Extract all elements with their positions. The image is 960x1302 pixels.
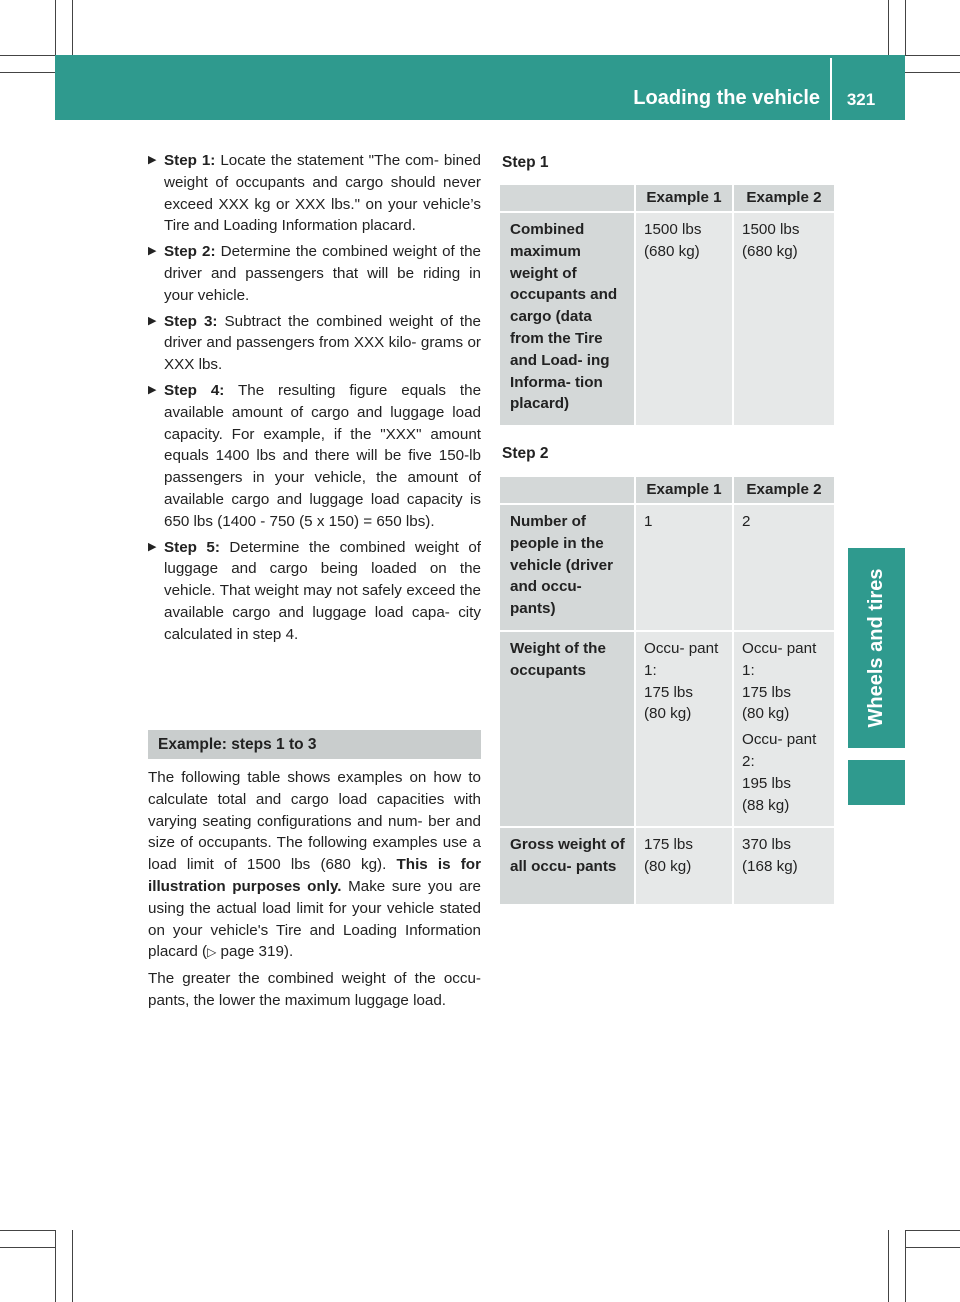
table-row xyxy=(500,632,834,828)
cell-line: 370 lbs xyxy=(742,836,791,854)
table-cell xyxy=(636,505,734,632)
column-header xyxy=(500,185,636,213)
cell-line: 1500 lbs xyxy=(742,221,800,238)
cell-line: Occu- pant 2: xyxy=(742,731,817,770)
page-reference-icon: ▷ xyxy=(207,945,217,960)
table-cell xyxy=(636,213,734,427)
step-item xyxy=(148,150,481,237)
crop-mark xyxy=(0,55,55,56)
page-reference-link[interactable]: page 319). xyxy=(216,943,294,961)
column-header: Example 1 xyxy=(636,185,734,213)
cell-line: 2 xyxy=(742,513,751,530)
chapter-tab-marker xyxy=(848,760,905,805)
table-cell xyxy=(636,828,734,906)
paragraph: The greater the combined weight of the occu- pants, the lower the maximum luggage load. xyxy=(148,970,481,1009)
step2-table xyxy=(500,477,834,906)
cell-line: 175 lbs xyxy=(742,683,791,701)
table-cell xyxy=(734,505,834,632)
crop-mark xyxy=(905,1230,906,1302)
cell-line: 1 xyxy=(644,513,653,530)
cell-line: 1500 lbs xyxy=(644,221,702,238)
text-run: The following table shows examples on how to calculate total and cargo load capacities with varying seating configurations and num- ber and size of occupants. The following examples use a load limit of 1500 lbs (680 kg). xyxy=(148,769,481,874)
column-header: Example 2 xyxy=(734,185,834,213)
column-header xyxy=(500,477,636,505)
cell-line: Occu- pant 1: xyxy=(644,639,719,679)
row-label: Number of people in the vehicle (driver and occu- pants) xyxy=(500,505,636,632)
crop-mark xyxy=(905,72,960,73)
text-run: Make sure you are using the actual load limit for your vehicle stated on your vehicle's Tire and Loading Information placard ( xyxy=(148,877,481,961)
crop-mark xyxy=(55,0,56,55)
step-text: Determine the combined weight of the driver and passengers that will be riding in your vehicle. xyxy=(164,243,481,304)
step-label: Step 2: xyxy=(164,243,216,261)
cell-line: (680 kg) xyxy=(644,242,700,260)
header-divider xyxy=(830,58,832,120)
section-heading: Example: steps 1 to 3 xyxy=(148,730,481,759)
step1-table xyxy=(500,185,834,427)
crop-mark xyxy=(72,0,73,55)
row-label: Weight of the occupants xyxy=(500,632,636,828)
table-title: Step 2 xyxy=(502,445,549,462)
step-text: Determine the combined weight of luggage and cargo being loaded on the vehicle. That weight may not safely exceed the available cargo and luggage load capa- city calculated in step 4. xyxy=(164,538,481,643)
step-label: Step 5: xyxy=(164,538,220,556)
arrow-bullet-icon: ▶ xyxy=(148,314,157,327)
arrow-bullet-icon: ▶ xyxy=(148,540,157,553)
table-row xyxy=(500,828,834,906)
table-header-row xyxy=(500,477,834,505)
crop-mark xyxy=(888,1230,889,1302)
step-label: Step 1: xyxy=(164,152,216,169)
step-item xyxy=(148,380,481,533)
table-cell xyxy=(734,213,834,427)
step-item xyxy=(148,241,481,306)
cell-line: (80 kg) xyxy=(742,705,790,723)
step-text: The resulting figure equals the available amount of cargo and luggage load capacity. For example, if the "XXX" amount equals 1400 lbs and there will be five 150-lb passengers in your vehicle, the amount of available cargo and luggage load capacity is 650 lbs (1400 - 750 (5 x 150) = 650 lbs). xyxy=(164,381,482,530)
steps-list xyxy=(148,150,481,650)
step-label: Step 4: xyxy=(164,381,225,399)
arrow-bullet-icon: ▶ xyxy=(148,154,157,166)
cell-line: Occu- pant 1: xyxy=(742,639,817,679)
cell-line: (80 kg) xyxy=(644,858,692,876)
cell-line: 175 lbs xyxy=(644,683,693,701)
table-title: Step 1 xyxy=(502,154,549,171)
row-label: Combined maximum weight of occupants and cargo (data from the Tire and Load- ing Informa- tion placard) xyxy=(500,213,636,427)
crop-mark xyxy=(0,1247,55,1248)
page-title: Loading the vehicle xyxy=(633,87,820,109)
crop-mark xyxy=(55,1230,56,1302)
section-body xyxy=(148,767,481,1016)
table-header-row xyxy=(500,185,834,213)
table-cell xyxy=(734,632,834,828)
arrow-bullet-icon: ▶ xyxy=(148,245,157,258)
cell-line: (88 kg) xyxy=(742,796,790,814)
table-row xyxy=(500,213,834,427)
table-row xyxy=(500,505,834,632)
cell-line: 195 lbs xyxy=(742,774,791,792)
table-cell xyxy=(636,632,734,828)
page-number: 321 xyxy=(846,90,876,109)
emphasis-text: This is for illustration purposes only. xyxy=(148,856,481,895)
crop-mark xyxy=(905,1247,960,1248)
cell-line: 175 lbs xyxy=(644,836,693,854)
crop-mark xyxy=(905,1230,960,1231)
cell-line: (80 kg) xyxy=(644,705,692,723)
cell-line: (680 kg) xyxy=(742,242,798,260)
step-item xyxy=(148,537,481,646)
crop-mark xyxy=(905,55,960,56)
step-item xyxy=(148,311,481,376)
crop-mark xyxy=(0,72,55,73)
crop-mark xyxy=(905,0,906,55)
paragraph xyxy=(148,767,481,964)
crop-mark xyxy=(72,1230,73,1302)
column-header: Example 1 xyxy=(636,477,734,505)
step-label: Step 3: xyxy=(164,312,218,330)
column-header: Example 2 xyxy=(734,477,834,505)
cell-line: (168 kg) xyxy=(742,858,798,876)
arrow-bullet-icon: ▶ xyxy=(148,383,157,396)
row-label: Gross weight of all occu- pants xyxy=(500,828,636,906)
step-text: Subtract the combined weight of the driver and passengers from XXX kilo- grams or XXX lbs. xyxy=(164,312,481,374)
chapter-tab-label: Wheels and tires xyxy=(865,568,887,728)
table-cell xyxy=(734,828,834,906)
crop-mark xyxy=(0,1230,55,1231)
crop-mark xyxy=(888,0,889,55)
step-text: Locate the statement "The com- bined weight of occupants and cargo should never exceed XXX kg or XXX lbs." on your vehicle’s Tire and Loading Information placard. xyxy=(164,152,481,235)
